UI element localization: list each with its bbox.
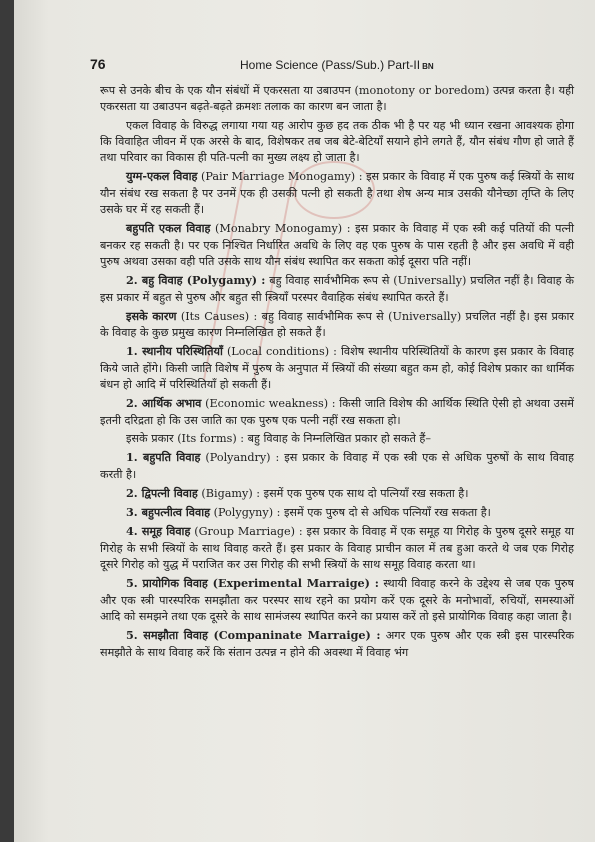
paragraph <box>100 395 574 429</box>
paragraph <box>100 220 574 270</box>
paragraph <box>100 627 574 661</box>
paragraph-heading: 2. बहु विवाह (Polygamy) : <box>126 273 266 288</box>
paragraph-heading: 3. बहुपत्नीत्व विवाह <box>126 505 211 520</box>
paragraph-heading: 2. आर्थिक अभाव <box>126 396 202 411</box>
paragraph <box>100 504 574 521</box>
paragraph <box>100 168 574 218</box>
paragraph-text: (Local conditions) : विशेष स्थानीय परिस्थितियों के कारण इस प्रकार के विवाह किये जाते होंगे। किसी जाति विशेष में पुरुष के अनुपात में स्त्रियों की संख्या बहुत कम हो, कोई विशेष प्रकार का धार्मिक बंधन हो आदि में परिस्थितियाँ हो सकती हैं। <box>100 345 574 392</box>
paragraph-text: बहु विवाह सार्वभौमिक रूप से (Universally) प्रचलित नहीं है। विवाह के इस प्रकार में बहुत से पुरुष और बहुत सी स्त्रियाँ परस्पर वैवाहिक संबंध स्थापित करते हैं। <box>100 274 574 304</box>
paragraph-text: (Bigamy) : इसमें एक पुरुष एक साथ दो पत्नियाँ रख सकता है। <box>197 486 469 500</box>
paragraph-heading: 1. बहुपति विवाह <box>126 450 201 465</box>
paragraph <box>100 575 574 625</box>
page-number: 76 <box>90 56 106 72</box>
paragraph-heading: 1. स्थानीय परिस्थितियाँ <box>126 344 223 359</box>
paragraph-heading: युग्म-एकल विवाह <box>126 169 198 184</box>
paragraph-heading: बहुपति एकल विवाह <box>126 221 211 236</box>
paragraph-text: (Polygyny) : इसमें एक पुरुष दो से अधिक पत्नियाँ रख सकता है। <box>210 506 491 520</box>
paragraph <box>100 83 574 116</box>
running-head-title: Home Science (Pass/Sub.) Part-II <box>240 58 421 72</box>
paragraph-text: (Polyandry) : इस प्रकार के विवाह में एक स्त्री एक से अधिक पुरुषों के साथ विवाह करती है। <box>100 451 574 481</box>
running-head-suffix: BN <box>422 62 434 71</box>
paragraph-text: रूप से उनके बीच के एक यौन संबंधों में एकरसता या उबाउपन (monotony or boredom) उत्पन्न करता है। यही एकरसता या उबाउपन बढ़ते-बढ़ते क्रमशः तलाक का कारण बन जाता है। <box>100 84 574 114</box>
paragraph-text: (Economic weakness) : किसी जाति विशेष की आर्थिक स्थिति ऐसी हो अथवा उसमें इतनी दरिद्रता हो कि उस जाति का एक पुरुष एक पत्नी नहीं रख सकता हो। <box>100 397 574 427</box>
page-header <box>90 56 570 78</box>
paragraph <box>100 485 574 502</box>
paragraph-heading: 5. समझौता विवाह (Companinate Marraige) : <box>126 628 381 643</box>
paragraph <box>100 449 574 483</box>
paragraph <box>100 308 574 342</box>
paragraph-text: इसके प्रकार (Its forms) : बहु विवाह के निम्नलिखित प्रकार हो सकते हैं– <box>126 431 431 445</box>
running-head <box>240 58 434 72</box>
paragraph-heading: 2. द्विपत्नी विवाह <box>126 485 198 500</box>
paragraph-heading: 4. समूह विवाह <box>126 524 191 539</box>
paragraph-text: स्थायी विवाह करने के उद्देश्य से जब एक पुरुष और एक स्त्री पारस्परिक समझौता कर परस्पर साथ रहने का प्रयोग करें एक दूसरे के मनोभावों, रुचियों, समस्याओं आदि को समझने तथा एक दूसरे के साथ सामंजस्य स्थापित करने का प्रयास करें तो इसे प्रायोगिक विवाह कहा जाता है। <box>100 577 574 623</box>
book-page <box>14 0 595 842</box>
paragraph <box>100 272 574 306</box>
paragraph <box>100 523 574 573</box>
paragraph-heading: 5. प्रायोगिक विवाह (Experimental Marraige) : <box>126 576 379 591</box>
paragraph-text: (Group Marriage) : इस प्रकार के विवाह में एक समूह या गिरोह के पुरुष दूसरे समूह या गिरोह के सभी स्त्रियों के साथ विवाह करते हैं। इस प्रकार के विवाह प्राचीन काल में तब हुआ करते थे जब एक गिरोह दूसरे गिरोह को युद्ध में पराजित कर उस गिरोह की सभी स्त्रियों के साथ समूह विवाह करता था। <box>100 525 574 572</box>
paragraph-text: (Monabry Monogamy) : इस प्रकार के विवाह में एक स्त्री कई पतियों की पत्नी बनकर रह सकती है। पर एक निश्चित निर्धारित अवधि के लिए वह एक पुरुष के पास रहती है और इस अवधि में वही पुरुष अथवा उसका वही पति उसके साथ यौन संबंध स्थापित कर सकता कोई दूसरा पति नहीं। <box>100 222 574 268</box>
page-body <box>100 83 574 663</box>
paragraph-text: अगर एक पुरुष और एक स्त्री इस पारस्परिक समझौते के साथ विवाह करें कि संतान उत्पन्न न होने की अवस्था में विवाह भंग <box>100 629 574 659</box>
paragraph-text: (Its Causes) : बहु विवाह सार्वभौमिक रूप से (Universally) प्रचलित नहीं है। इस प्रकार के विवाह के कुछ प्रमुख कारण निम्नलिखित हो सकते हैं। <box>100 309 574 340</box>
paragraph-heading: इसके कारण <box>126 308 177 323</box>
paragraph-text: एकल विवाह के विरुद्ध लगाया गया यह आरोप कुछ हद तक ठीक भी है पर यह भी ध्यान रखना आवश्यक होगा कि विवाहित जीवन में एक अरसे के बाद, विशेषकर तब जब बेटे-बेटियाँ सयाने होने लगते हैं, यौन संबंध गौण हो जाते हैं तथा परिवार का विकास ही पति-पत्नी का मुख्य लक्ष्य हो जाता है। <box>100 118 574 165</box>
paragraph <box>100 343 574 393</box>
paragraph <box>100 118 574 167</box>
paragraph-text: (Pair Marriage Monogamy) : इस प्रकार के विवाह में एक पुरुष कई स्त्रियों के साथ यौन संबंध रख सकता है पर उनमें एक ही उसकी पत्नी हो सकती है तथा शेष अन्य मात्र उसकी यौनेच्छा तृप्ति के लिए उसके घर में रह सकती हैं। <box>100 170 574 217</box>
paragraph <box>100 431 574 447</box>
